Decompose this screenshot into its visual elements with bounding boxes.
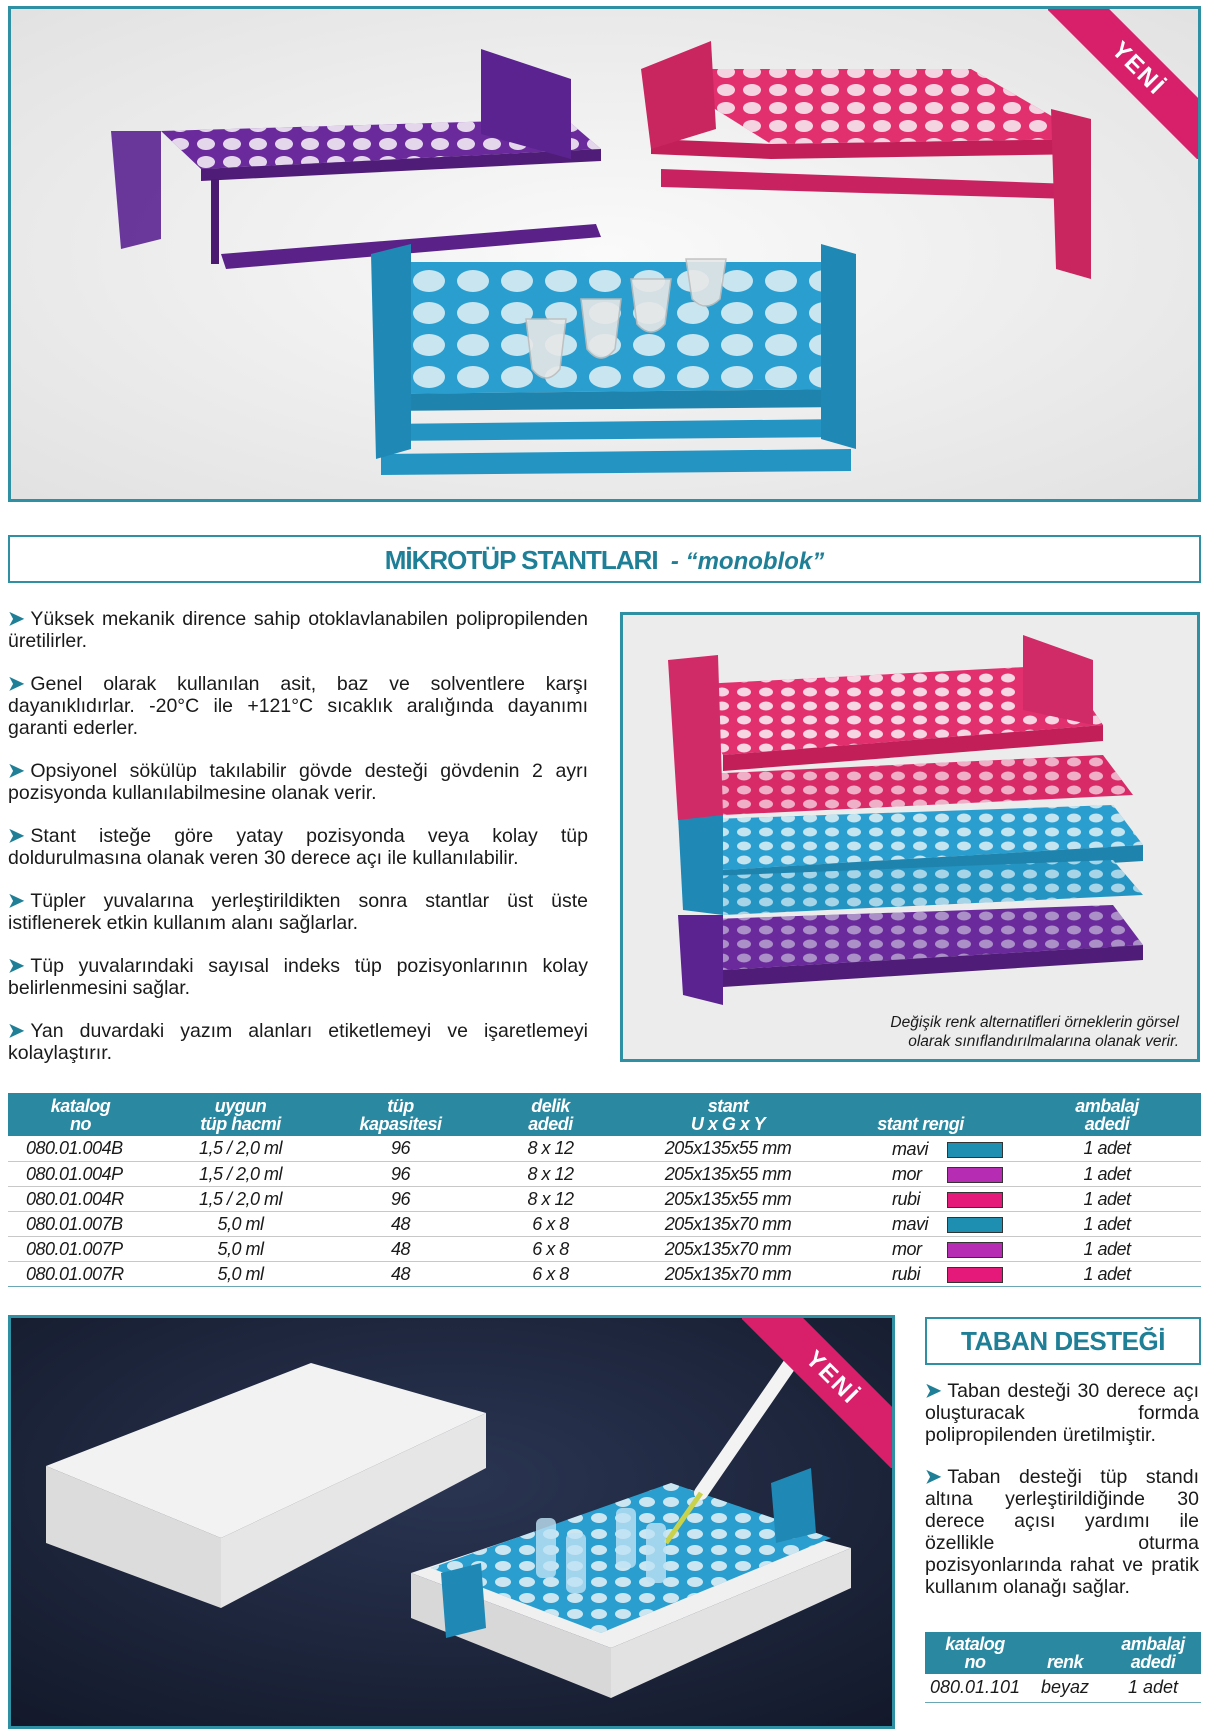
table-header-row [925,1632,1201,1674]
new-badge-label: YENİ [1048,9,1198,159]
arrow-icon: ➤ [8,608,25,630]
cell-volume: 5,0 ml [153,1261,328,1286]
cell-capacity: 48 [328,1236,473,1261]
cell-no: 080.01.007R [8,1261,153,1286]
col-color: renk [1025,1632,1105,1674]
col-holes: delik adedi [473,1093,628,1136]
arrow-icon: ➤ [8,825,25,847]
cell-volume: 1,5 / 2,0 ml [153,1186,328,1211]
cell-capacity: 48 [328,1261,473,1286]
table-row [925,1674,1201,1702]
arrow-icon: ➤ [8,673,25,695]
col-color: stant rengi [828,1093,1013,1136]
three-racks-illustration [11,9,1198,499]
cell-color: beyaz [1025,1674,1105,1702]
cell-holes: 8 x 12 [473,1161,628,1186]
table-row [8,1161,1201,1186]
feature-item: ➤ Opsiyonel sökülüp takılabilir gövde desteği gövdenin 2 ayrı pozisyonda kullanılabilmesine olanak verir. [8,760,588,804]
cell-holes: 6 x 8 [473,1261,628,1286]
cell-color [828,1236,1013,1261]
cell-size: 205x135x70 mm [628,1261,828,1286]
arrow-icon: ➤ [8,1020,25,1042]
cell-no: 080.01.101 [925,1674,1025,1702]
feature-item: ➤ Yüksek mekanik dirence sahip otoklavlanabilen polipropilenden üretilirler. [8,608,588,652]
section-title-sub: - “monoblok” [670,548,825,575]
color-name: rubi [892,1264,921,1285]
taban-title: TABAN DESTEĞİ [925,1317,1201,1365]
color-name: mor [892,1164,922,1185]
section-title-main: MİKROTÜP STANTLARI [384,545,658,575]
color-swatch [947,1167,1003,1183]
cell-color [828,1211,1013,1236]
feature-item: ➤ Yan duvardaki yazım alanları etiketlemeyi ve işaretlemeyi kolaylaştırır. [8,1020,588,1064]
arrow-icon: ➤ [8,760,25,782]
arrow-icon: ➤ [8,890,25,912]
table-row [8,1211,1201,1236]
taban-item: ➤ Taban desteği 30 derece açı oluşturacak formda polipropilenden üretilmiştir. [925,1380,1199,1446]
color-swatch [947,1142,1003,1158]
hero-product-photo [8,6,1201,502]
cell-color [828,1186,1013,1211]
feature-list [8,608,588,1085]
arrow-icon: ➤ [8,955,25,977]
cell-capacity: 48 [328,1211,473,1236]
cell-holes: 8 x 12 [473,1136,628,1161]
cell-pack: 1 adet [1013,1236,1201,1261]
cell-capacity: 96 [328,1136,473,1161]
cell-pack: 1 adet [1013,1261,1201,1286]
cell-pack: 1 adet [1013,1161,1201,1186]
cell-pack: 1 adet [1013,1186,1201,1211]
cell-holes: 6 x 8 [473,1236,628,1261]
color-name: mor [892,1239,922,1260]
cell-no: 080.01.004B [8,1136,153,1161]
cell-size: 205x135x55 mm [628,1136,828,1161]
color-swatch [947,1192,1003,1208]
cell-color [828,1261,1013,1286]
arrow-icon: ➤ [925,1466,942,1488]
table-row [8,1186,1201,1211]
color-name: rubi [892,1189,921,1210]
col-pack: ambalaj adedi [1105,1632,1201,1674]
cell-volume: 1,5 / 2,0 ml [153,1161,328,1186]
cell-pack: 1 adet [1105,1674,1201,1702]
table-row [8,1136,1201,1161]
table-header-row [8,1093,1201,1136]
cell-capacity: 96 [328,1186,473,1211]
cell-no: 080.01.004R [8,1186,153,1211]
new-badge-label-2: YENİ [742,1318,892,1468]
new-ribbon [1048,9,1198,159]
stacked-racks-photo [620,612,1200,1062]
base-support-photo [8,1315,895,1729]
cell-volume: 1,5 / 2,0 ml [153,1136,328,1161]
feature-item: ➤ Tüp yuvalarındaki sayısal indeks tüp pozisyonlarının kolay belirlenmesini sağlar. [8,955,588,999]
taban-item: ➤ Taban desteği tüp standı altına yerleştirildiğinde 30 derece açısı yardımı ile özellikle oturma pozisyonlarında rahat ve pratik kullanım olanağı sağlar. [925,1466,1199,1598]
color-name: mavi [892,1138,929,1159]
color-swatch [947,1217,1003,1233]
catalog-table [8,1093,1201,1287]
cell-color [828,1136,1013,1161]
feature-item: ➤ Genel olarak kullanılan asit, baz ve solventlere karşı dayanıklıdırlar. -20°C ile +121°C sıcaklık aralığında dayanımı garanti ederler. [8,673,588,739]
cell-size: 205x135x55 mm [628,1186,828,1211]
col-size: stant U x G x Y [628,1093,828,1136]
cell-pack: 1 adet [1013,1211,1201,1236]
stack-photo-caption: Değişik renk alternatifleri örneklerin görsel olarak sınıflandırılmalarına olanak verir. [890,1014,1179,1050]
cell-no: 080.01.007P [8,1236,153,1261]
col-pack: ambalaj adedi [1013,1093,1201,1136]
cell-volume: 5,0 ml [153,1236,328,1261]
cell-pack: 1 adet [1013,1136,1201,1161]
col-katalog: katalog no [8,1093,153,1136]
cell-holes: 6 x 8 [473,1211,628,1236]
cell-no: 080.01.004P [8,1161,153,1186]
cell-holes: 8 x 12 [473,1186,628,1211]
color-swatch [947,1267,1003,1283]
col-capacity: tüp kapasitesi [328,1093,473,1136]
cell-size: 205x135x55 mm [628,1161,828,1186]
table-row [8,1261,1201,1286]
cell-no: 080.01.007B [8,1211,153,1236]
cell-volume: 5,0 ml [153,1211,328,1236]
feature-item: ➤ Stant isteğe göre yatay pozisyonda veya kolay tüp doldurulmasına olanak veren 30 derece açı ile kullanılabilir. [8,825,588,869]
arrow-icon: ➤ [925,1380,942,1402]
taban-table [925,1632,1201,1703]
cell-size: 205x135x70 mm [628,1211,828,1236]
col-volume: uygun tüp hacmi [153,1093,328,1136]
color-swatch [947,1242,1003,1258]
taban-description [925,1380,1199,1618]
feature-item: ➤ Tüpler yuvalarına yerleştirildikten sonra stantlar üst üste istiflenerek etkin kullanım alanı sağlarlar. [8,890,588,934]
col-katalog: katalog no [925,1632,1025,1674]
new-ribbon-2 [742,1318,892,1468]
table-row [8,1236,1201,1261]
cell-size: 205x135x70 mm [628,1236,828,1261]
cell-color [828,1161,1013,1186]
color-name: mavi [892,1214,929,1235]
cell-capacity: 96 [328,1161,473,1186]
section-title [8,535,1201,583]
stacked-racks-illustration [623,615,1197,1059]
